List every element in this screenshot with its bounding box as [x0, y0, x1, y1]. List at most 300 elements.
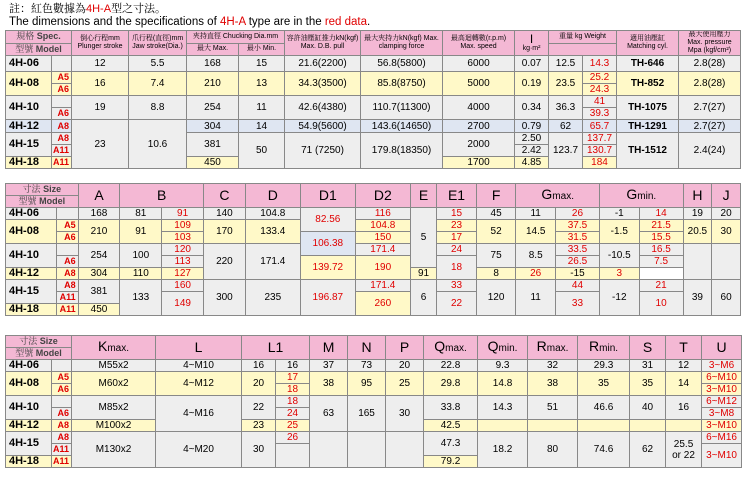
table-cell: 4H-12 — [6, 268, 57, 280]
table-cell: 2.8(28) — [679, 56, 741, 72]
table-cell: 31 — [630, 360, 666, 372]
cell-text: max. — [552, 191, 574, 202]
table-cell: 25 — [386, 372, 424, 396]
table-cell: 95 — [348, 372, 386, 396]
table-cell: 165 — [348, 396, 386, 432]
table-cell: 2700 — [443, 120, 515, 133]
table-cell: 15.5 — [639, 232, 683, 244]
note-cn-suffix: 型之寸法。 — [111, 3, 167, 15]
table-cell: 14.3 — [583, 56, 617, 72]
table-cell: 235 — [245, 280, 300, 316]
table-cell: 45 — [476, 208, 516, 220]
table-cell: 82.56 — [300, 208, 355, 232]
table-cell: TH-1512 — [617, 133, 679, 169]
table-cell: M60x2 — [72, 372, 156, 396]
table-cell: 60 — [712, 280, 741, 316]
note-en-text: The dimensions and the specifications of — [9, 16, 220, 28]
table-cell: 14.3 — [478, 396, 528, 420]
table-cell: 74.6 — [578, 432, 630, 468]
cell-text: Spec. — [36, 31, 61, 42]
table-cell: 104.8 — [355, 220, 410, 232]
table-cell: 103 — [162, 232, 204, 244]
col-h: H — [683, 184, 712, 208]
table-cell: 16 — [242, 360, 276, 372]
table-cell: 4H-15 — [6, 133, 52, 157]
table-cell: 4H-18 — [6, 304, 57, 316]
col-a: A — [78, 184, 120, 208]
cell-text: 型號 — [18, 196, 37, 206]
table-cell: 3~M10 — [702, 444, 742, 468]
table-cell: 62 — [549, 120, 583, 133]
table-cell — [578, 420, 630, 432]
table-cell: 14 — [666, 372, 702, 396]
table-cell: 12 — [666, 360, 702, 372]
table-cell: 14 — [639, 208, 683, 220]
spec-cyl-header: 適用油壓缸 Matching cyl. — [617, 31, 679, 56]
table-cell: 47.3 — [424, 432, 478, 456]
table-cell: 81 — [120, 208, 162, 220]
col-gmax — [516, 184, 600, 208]
table-cell: A11 — [52, 444, 72, 456]
table-cell: 46.6 — [578, 396, 630, 420]
table-cell: 168 — [187, 56, 239, 72]
cell-text: min. — [637, 191, 657, 202]
table-cell: 13 — [239, 72, 285, 96]
table-cell: 4~M12 — [156, 372, 242, 396]
table-cell: 254 — [78, 244, 120, 268]
table-cell: 179.8(18350) — [361, 133, 443, 169]
table-cell: 5.5 — [129, 56, 187, 72]
table-cell: 50 — [239, 133, 285, 169]
spec-model-label — [6, 43, 72, 56]
table-cell: 110.7(11300) — [361, 96, 443, 120]
cell-text: Size — [43, 184, 62, 194]
cell-text: 規格 — [16, 31, 35, 42]
table-cell: 38 — [310, 372, 348, 396]
table-cell: 4H-12 — [6, 120, 52, 133]
table-cell: 4H-10 — [6, 244, 57, 268]
table-cell: 31.5 — [555, 232, 599, 244]
table-cell: 14.5 — [516, 220, 556, 244]
table-cell: 91 — [410, 268, 436, 280]
table-cell: 14 — [239, 120, 285, 133]
table-cell: 25.2 — [583, 72, 617, 84]
table-cell: 7.5 — [639, 256, 683, 268]
table-cell: 140 — [204, 208, 246, 220]
col-m: M — [310, 336, 348, 360]
table-cell: 109 — [162, 220, 204, 232]
table-cell: 91 — [162, 208, 204, 220]
table-cell: 37.5 — [555, 220, 599, 232]
spec-plunger-header: 倒心行程mm Plunger stroke — [72, 31, 129, 56]
table-cell: A11 — [56, 304, 78, 316]
col-kmax — [72, 336, 156, 360]
note-en-end: . — [367, 16, 371, 28]
table-cell: M55x2 — [72, 360, 156, 372]
cell-text: kg·m² — [522, 44, 541, 52]
table-cell: 0.34 — [515, 96, 549, 120]
spec-speed-header: 最高迴轉數(r.p.m) Max. speed — [443, 31, 515, 56]
size2-model-label — [6, 348, 72, 360]
cell-text: Model — [35, 348, 62, 358]
table-cell: 171.4 — [355, 244, 410, 256]
table-cell: 33 — [437, 280, 477, 292]
note-en-mid: type are in the — [245, 16, 325, 28]
table-cell: 4000 — [443, 96, 515, 120]
cell-text: or 22 — [672, 449, 695, 461]
table-cell: A6 — [52, 108, 72, 120]
table-cell: 5000 — [443, 72, 515, 96]
table-cell — [712, 244, 741, 280]
table-cell: 450 — [78, 304, 120, 316]
table-row — [6, 280, 741, 292]
cell-text: Weight — [584, 32, 606, 40]
table-cell: 2.50 — [515, 133, 549, 145]
table-cell: 160 — [162, 280, 204, 292]
cell-text: 型號 — [15, 43, 34, 54]
note-en-model: 4H-A — [219, 16, 246, 28]
cell-text: 型號 — [15, 348, 34, 358]
table-cell: A6 — [52, 84, 72, 96]
table-row — [6, 372, 742, 384]
s-cell — [666, 432, 702, 468]
table-cell: A8 — [52, 420, 72, 432]
cell-text: Q — [434, 338, 446, 354]
table-cell: 4H-10 — [6, 396, 52, 420]
table-cell: 42.5 — [424, 420, 478, 432]
table-cell: 6000 — [443, 56, 515, 72]
table-cell: 71 (7250) — [285, 133, 361, 169]
table-cell: 6~M12 — [702, 396, 742, 408]
cell-text: R — [589, 338, 600, 354]
table-cell: 42.6(4380) — [285, 96, 361, 120]
table-cell: 133.4 — [245, 220, 300, 244]
table-cell: 26.5 — [555, 256, 599, 268]
table-cell: 0.19 — [515, 72, 549, 96]
table-cell: 104.8 — [245, 208, 300, 220]
table-cell: A6 — [56, 232, 78, 244]
table-cell: 184 — [583, 157, 617, 169]
col-d: D — [245, 184, 300, 208]
table-cell: 2.8(28) — [679, 72, 741, 96]
cell-text: I — [529, 31, 534, 46]
table-cell: -12 — [599, 280, 639, 316]
table-cell: 33.5 — [555, 244, 599, 256]
col-j: J — [712, 184, 741, 208]
spec-clamp-header: 最大夾持力kN(kgf) Max. clamping force — [361, 31, 443, 56]
table-cell: 190 — [355, 256, 410, 280]
table-cell: 137.7 — [583, 133, 617, 145]
table-cell — [683, 244, 712, 280]
table-cell: 381 — [187, 133, 239, 157]
table-cell: 4~M20 — [156, 432, 242, 468]
cell-text: Model — [39, 196, 66, 206]
table-cell: A8 — [56, 268, 78, 280]
table-cell: 18 — [276, 396, 310, 408]
table-cell: 4H-06 — [6, 56, 52, 72]
table-cell: 44 — [555, 280, 599, 292]
table-cell: 17 — [437, 232, 477, 244]
table-cell: A6 — [52, 408, 72, 420]
table-cell: 26 — [516, 268, 556, 280]
table-cell: TH-1075 — [617, 96, 679, 120]
table-cell — [630, 420, 666, 432]
table-cell: 29.3 — [578, 360, 630, 372]
table-cell: 4H-08 — [6, 220, 57, 244]
table-cell: 304 — [78, 268, 120, 280]
col-e1: E1 — [437, 184, 477, 208]
table-cell: 20 — [242, 372, 276, 396]
table-cell: 30 — [712, 220, 741, 244]
table-cell: 29.8 — [424, 372, 478, 396]
table-cell: 85.8(8750) — [361, 72, 443, 96]
spec-chuck-header: 夾持直徑 Chucking Dia.mm — [187, 31, 285, 44]
table-cell: 52 — [476, 220, 516, 244]
table-cell: A11 — [52, 157, 72, 169]
table-cell: 26 — [555, 208, 599, 220]
table-cell: 15 — [437, 208, 477, 220]
table-cell: 32 — [528, 360, 578, 372]
table-cell: 110 — [120, 268, 162, 280]
table-cell: -1.5 — [599, 220, 639, 244]
col-d1: D1 — [300, 184, 355, 208]
table-cell: -15 — [555, 268, 599, 280]
table-cell: 260 — [355, 292, 410, 316]
table-cell: 220 — [204, 244, 246, 280]
table-cell: 24 — [437, 244, 477, 256]
table-cell — [348, 432, 386, 468]
table-row — [6, 96, 741, 108]
table-cell: 19 — [72, 96, 129, 120]
table-cell: 3~M6 — [702, 360, 742, 372]
table-cell: M100x2 — [72, 420, 156, 432]
table-cell: 14.8 — [478, 372, 528, 396]
cell-text: max. — [445, 343, 467, 354]
cell-text: 寸法 — [22, 184, 41, 194]
table-cell: 35 — [578, 372, 630, 396]
table-cell: 304 — [187, 120, 239, 133]
table-cell: 20 — [386, 360, 424, 372]
cell-text: Model — [35, 43, 62, 54]
table-cell: 8 — [476, 268, 516, 280]
table-row — [6, 72, 741, 84]
cell-text: max. — [107, 343, 130, 354]
table-cell — [310, 432, 348, 468]
size-table-1 — [5, 183, 741, 316]
table-cell: 22 — [437, 292, 477, 316]
spec-body — [6, 56, 741, 169]
table-cell — [276, 444, 310, 468]
col-l1: L1 — [242, 336, 310, 360]
note-cn-text: 註：紅色數據為 — [9, 3, 86, 15]
col-l: L — [156, 336, 242, 360]
table-cell: 21.6(2200) — [285, 56, 361, 72]
table-row — [6, 432, 742, 444]
table-cell: 30 — [242, 432, 276, 468]
table-cell: 4H-12 — [6, 420, 52, 432]
note-chinese — [9, 3, 166, 15]
table-cell: 4.85 — [515, 157, 549, 169]
table-cell: 5 — [410, 208, 436, 268]
table-cell: 22.8 — [424, 360, 478, 372]
table-cell: 20.5 — [683, 220, 712, 244]
table-cell: 20 — [712, 208, 741, 220]
table-cell: 17 — [276, 372, 310, 384]
table-cell: A5 — [52, 72, 72, 84]
table-cell: 150 — [355, 232, 410, 244]
cell-text: G — [541, 186, 553, 202]
table-cell: A5 — [52, 372, 72, 384]
table-cell: 33.8 — [424, 396, 478, 420]
size-table-2 — [5, 335, 742, 468]
table-cell: -10.5 — [599, 244, 639, 268]
table-cell: A8 — [56, 280, 78, 292]
table-cell: 6~M10 — [702, 372, 742, 384]
table-cell: 73 — [348, 360, 386, 372]
table-cell: 4H-06 — [6, 360, 52, 372]
table-cell: TH-1291 — [617, 120, 679, 133]
table-cell: 4H-08 — [6, 372, 52, 396]
table-cell: 3 — [599, 268, 639, 280]
table-cell: 300 — [204, 280, 246, 316]
table-cell: 2.4(24) — [679, 133, 741, 169]
size1-model-label — [6, 196, 79, 208]
table-cell: A8 — [52, 120, 72, 133]
table-cell: 381 — [78, 280, 120, 304]
table-cell: A6 — [56, 256, 78, 268]
note-cn-model: 4H-A — [86, 3, 112, 15]
table-cell: 21 — [639, 280, 683, 292]
table-cell: M85x2 — [72, 396, 156, 420]
note-en-red: red data — [324, 16, 368, 28]
table-cell: 18.2 — [478, 432, 528, 468]
table-cell: A6 — [52, 384, 72, 396]
col-p: P — [386, 336, 424, 360]
col-e: E — [410, 184, 436, 208]
table-cell: 2.7(27) — [679, 120, 741, 133]
spec-inertia-header — [515, 31, 549, 56]
table-cell: 34.3(3500) — [285, 72, 361, 96]
table-cell: 6~M16 — [702, 432, 742, 444]
table-cell — [52, 396, 72, 408]
table-cell: 51 — [528, 396, 578, 420]
spec-header-label — [6, 31, 72, 44]
table-cell: 23.5 — [549, 72, 583, 96]
cell-text: Size — [39, 336, 58, 346]
table-cell: 4H-06 — [6, 208, 57, 220]
table-cell: 4H-15 — [6, 280, 57, 304]
cell-text: min. — [599, 343, 619, 354]
table-cell: 22 — [242, 396, 276, 420]
table-cell: 2.7(27) — [679, 96, 741, 120]
table-cell: 4~M10 — [156, 360, 242, 372]
table-cell: 39.3 — [583, 108, 617, 120]
col-u: U — [702, 336, 742, 360]
table-cell: 91 — [120, 220, 162, 244]
table-cell: 0.07 — [515, 56, 549, 72]
table-cell: A5 — [56, 220, 78, 232]
table-cell: 4H-15 — [6, 432, 52, 456]
table-cell: 127 — [162, 268, 204, 280]
table-cell — [52, 360, 72, 372]
table-row — [6, 56, 741, 72]
table-cell: 12.5 — [549, 56, 583, 72]
table-cell: 149 — [162, 292, 204, 316]
table-cell: 40 — [630, 396, 666, 420]
table-cell — [478, 420, 528, 432]
table-cell: 30 — [386, 396, 424, 432]
table-cell: 65.7 — [583, 120, 617, 133]
col-n: N — [348, 336, 386, 360]
table-cell: 24.3 — [583, 84, 617, 96]
table-cell: M130x2 — [72, 432, 156, 468]
table-cell: 100 — [120, 244, 162, 268]
table-cell: 210 — [78, 220, 120, 244]
table-cell: 37 — [310, 360, 348, 372]
table-cell: TH-646 — [617, 56, 679, 72]
table-cell: 63 — [310, 396, 348, 432]
table-cell: 25 — [276, 420, 310, 432]
table-cell: 10 — [639, 292, 683, 316]
table-cell: 11 — [516, 208, 556, 220]
table-cell: 24 — [276, 408, 310, 420]
table-cell: 54.9(5600) — [285, 120, 361, 133]
table-cell: 130.7 — [583, 145, 617, 157]
table-cell: 8.8 — [129, 96, 187, 120]
table-cell: 171.4 — [355, 280, 410, 292]
cell-text: min. — [498, 343, 518, 354]
table-cell: 3~M10 — [702, 384, 742, 396]
table-cell: 0.79 — [515, 120, 549, 133]
cell-text: G — [626, 186, 638, 202]
table-cell: 21.5 — [639, 220, 683, 232]
table-cell: 7.4 — [129, 72, 187, 96]
table-cell: 106.38 — [300, 232, 355, 256]
table-cell — [386, 432, 424, 468]
table-cell: 196.87 — [300, 280, 355, 316]
table-cell — [52, 96, 72, 108]
table-cell: 8.5 — [516, 244, 556, 268]
table-cell — [52, 56, 72, 72]
col-qmax — [424, 336, 478, 360]
table-cell: 10.6 — [129, 120, 187, 169]
spec-min-label: 最小 Min. — [239, 43, 285, 56]
col-d2: D2 — [355, 184, 410, 208]
table-cell: TH-852 — [617, 72, 679, 96]
col-gmin — [599, 184, 683, 208]
table-cell: 41 — [583, 96, 617, 108]
table-cell: 19 — [683, 208, 712, 220]
cell-text: 25.5 — [673, 438, 694, 450]
table-cell: A11 — [56, 292, 78, 304]
table-cell: 4H-08 — [6, 72, 52, 96]
cell-text: max. — [546, 343, 569, 354]
col-c: C — [204, 184, 246, 208]
table-cell: 16.5 — [639, 244, 683, 256]
table-cell: 3~M10 — [702, 420, 742, 432]
cell-text: 重量 kg — [559, 32, 583, 40]
table-cell: 16 — [72, 72, 129, 96]
table-cell: 16 — [276, 360, 310, 372]
table-cell: A11 — [52, 456, 72, 468]
table-cell: 1700 — [443, 157, 515, 169]
cell-text: Q — [487, 338, 499, 354]
table-cell: 4H-18 — [6, 456, 52, 468]
table-cell — [666, 420, 702, 432]
table-cell: 62 — [630, 432, 666, 468]
col-b: B — [120, 184, 204, 208]
spec-pressure-header: 最大使用壓力 Max. pressure Mpa (kgf/cm²) — [679, 31, 741, 56]
